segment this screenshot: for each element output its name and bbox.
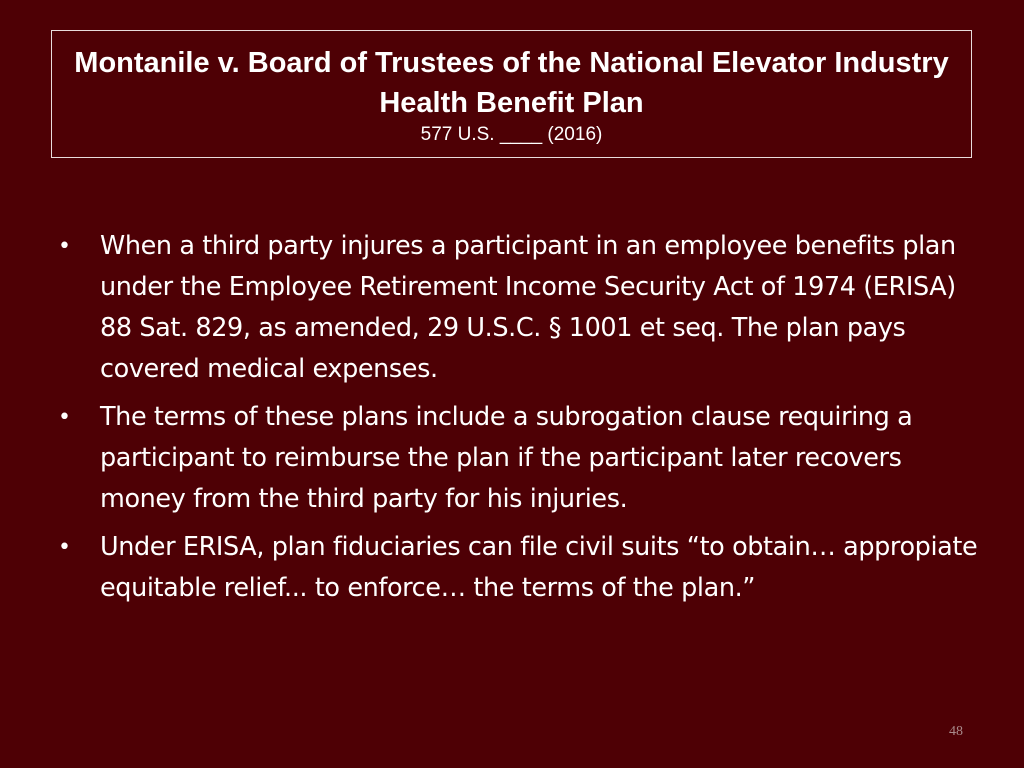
page-number: 48 xyxy=(949,724,963,739)
bullet-text: The terms of these plans include a subrogation clause requiring a participant to reimburse the plan if the participant later recovers money from the third party for his injuries. xyxy=(100,402,913,514)
case-citation: 577 U.S. ____ (2016) xyxy=(420,124,603,145)
bullet-item xyxy=(58,397,978,520)
bullet-icon: • xyxy=(58,535,71,560)
bullet-icon: • xyxy=(58,405,71,430)
slide-title: Montanile v. Board of Trustees of the National Elevator Industry Health Benefit Plan xyxy=(74,47,949,119)
bullet-list xyxy=(58,226,978,616)
bullet-text: Under ERISA, plan fiduciaries can file civil suits “to obtain… appropiate equitable relief... to enforce… the terms of the plan.” xyxy=(100,532,978,603)
bullet-item xyxy=(58,527,978,609)
bullet-text: When a third party injures a participant in an employee benefits plan under the Employee Retirement Income Security Act of 1974 (ERISA) 88 Sat. 829, as amended, 29 U.S.C. § 1001 et seq. The plan pays covered medical expenses. xyxy=(100,231,956,384)
title-box xyxy=(51,30,972,158)
bullet-item xyxy=(58,226,978,390)
bullet-icon: • xyxy=(58,234,71,259)
